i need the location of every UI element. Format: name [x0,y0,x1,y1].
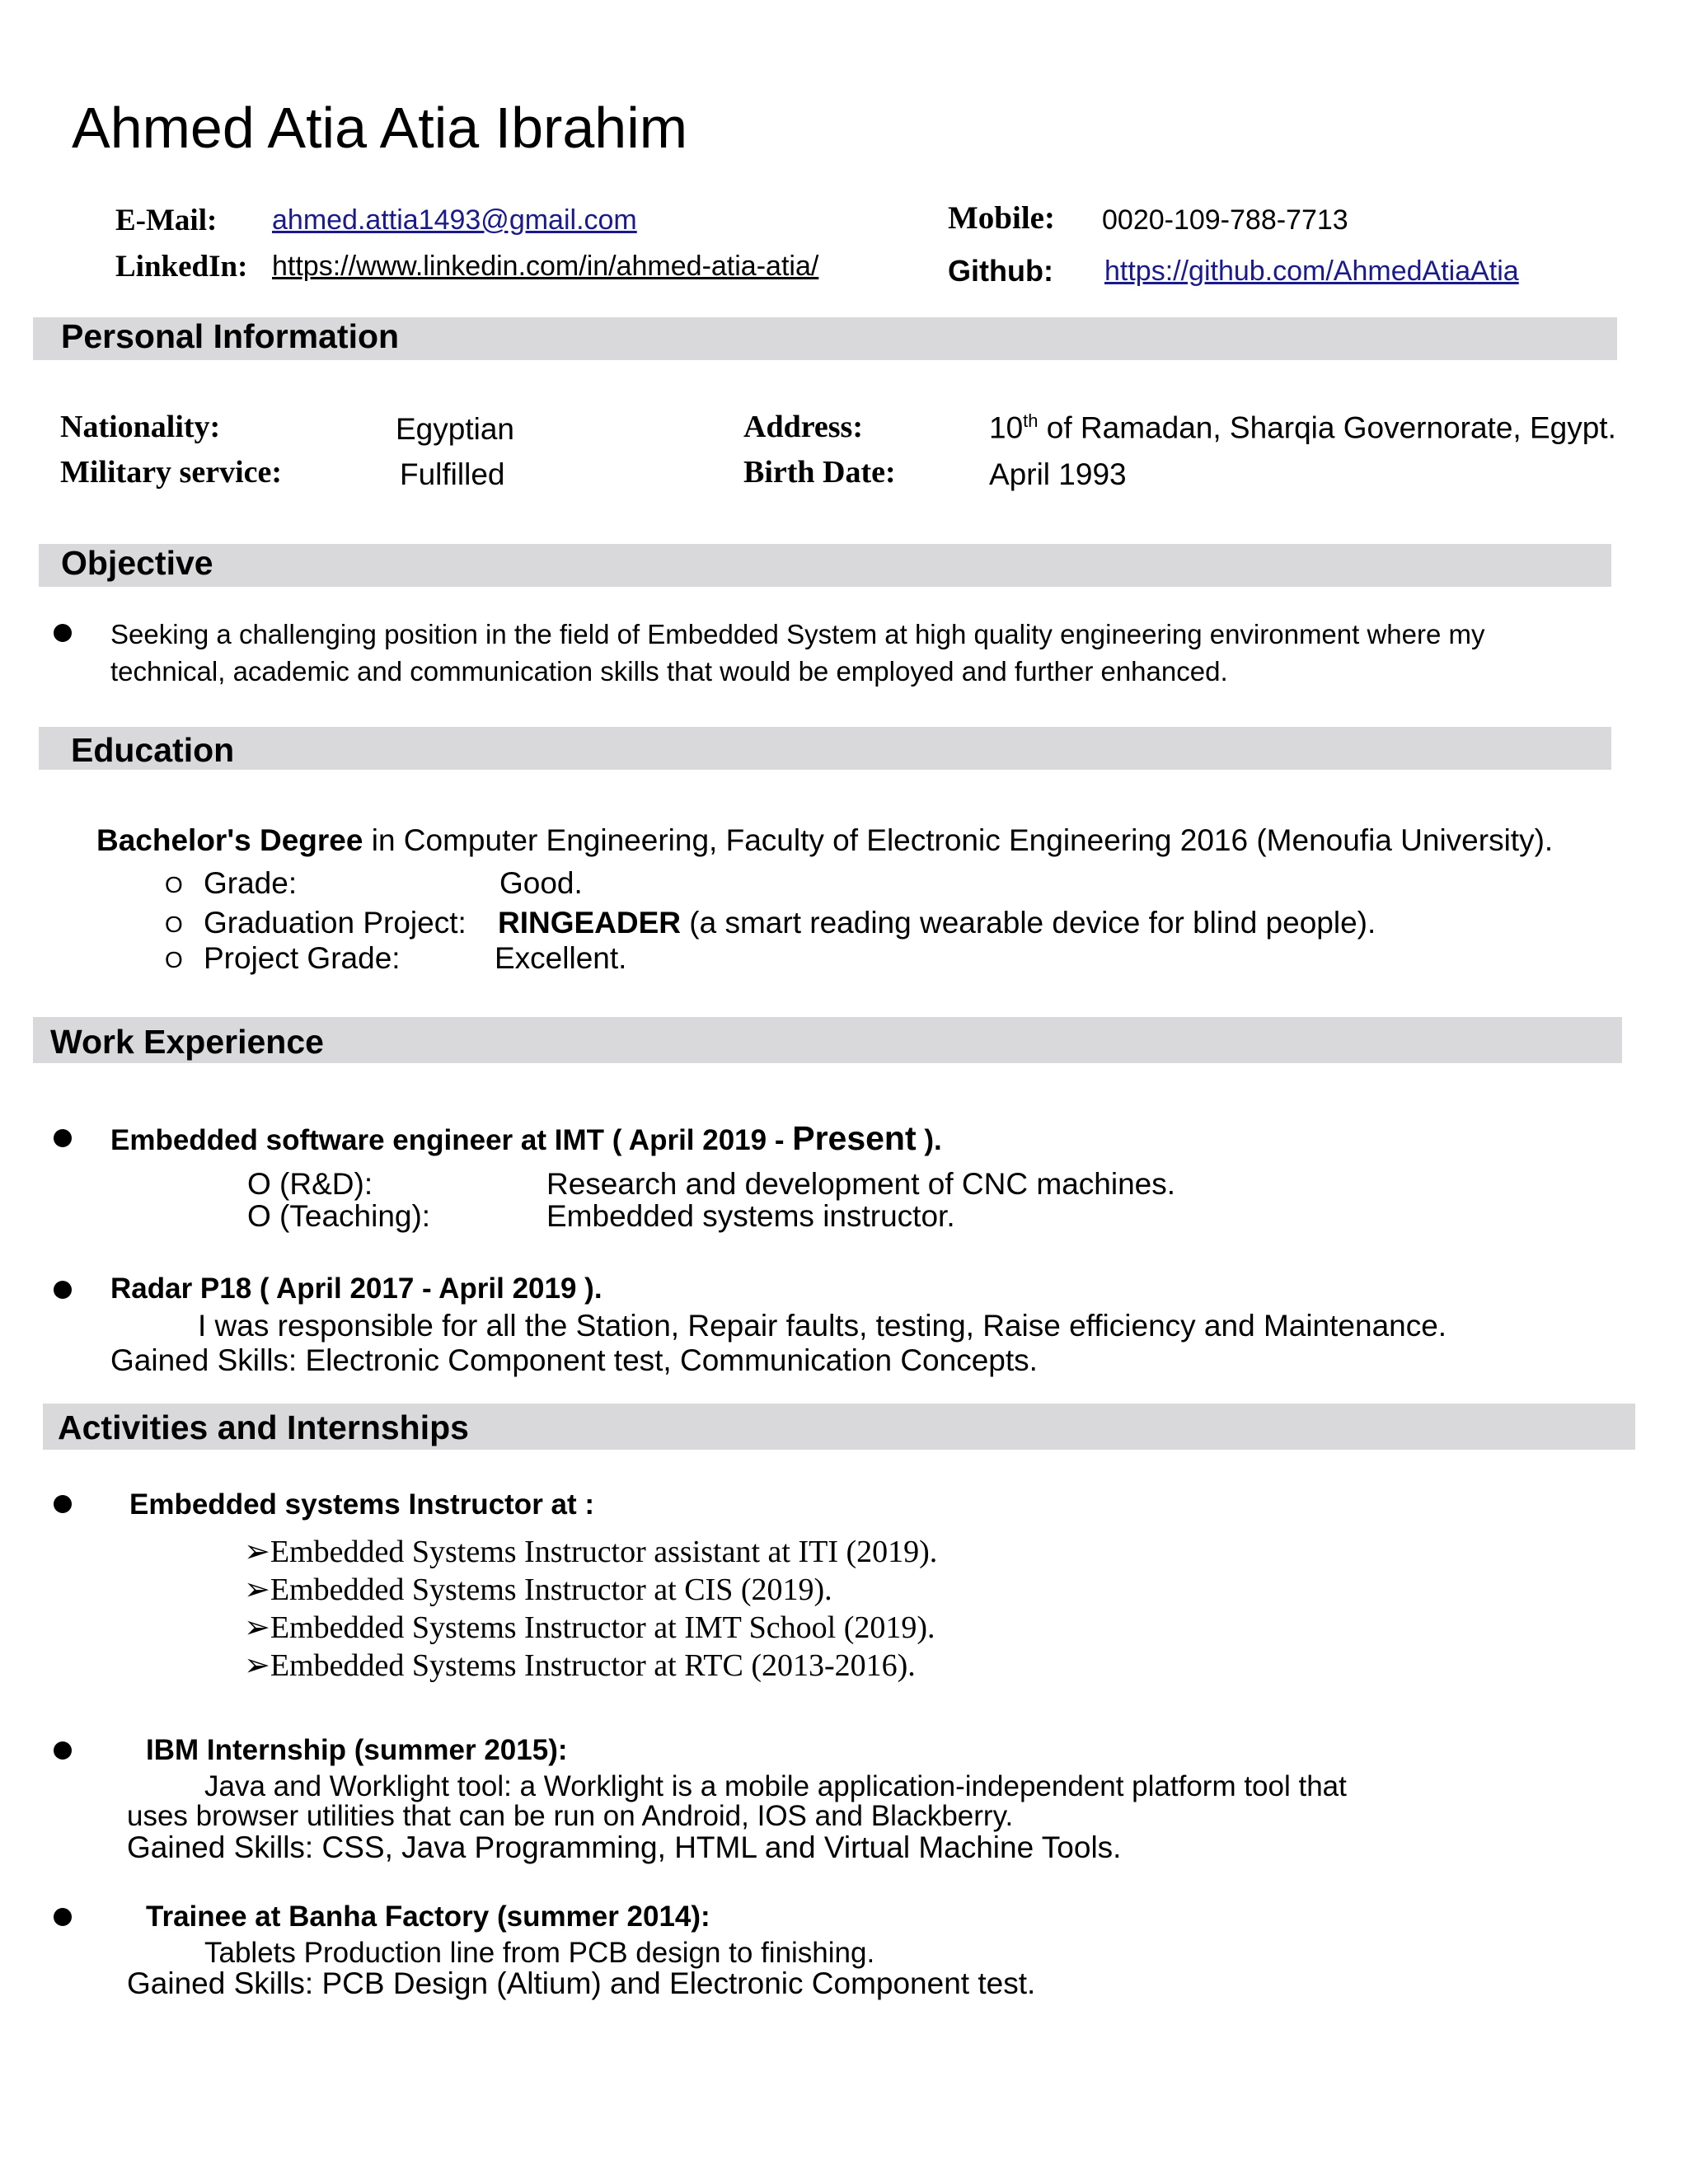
ibm-line-3: Gained Skills: CSS, Java Programming, HTML and Virtual Machine Tools. [127,1830,1122,1864]
email-label: E-Mail: [115,204,218,237]
job-1-rd-label: O (R&D): [247,1167,373,1201]
project-label: Graduation Project: [204,906,467,940]
section-bar-objective [39,544,1611,587]
linkedin-link[interactable]: https://www.linkedin.com/in/ahmed-atia-atia/ [272,251,819,282]
circle-bullet-icon: O [165,912,183,937]
degree-line: Bachelor's Degree in Computer Engineering, Faculty of Electronic Engineering 2016 (Menoufia University). [96,823,1554,857]
project-grade-value: Excellent. [495,941,627,975]
banha-line-1: Tablets Production line from PCB design to finishing. [204,1937,875,1969]
banha-line-2: Gained Skills: PCB Design (Altium) and Electronic Component test. [127,1966,1036,2000]
objective-line-1: Seeking a challenging position in the field of Embedded System at high quality engineering environment where my [110,619,1485,649]
arrow-bullet-icon: ➢ [244,1648,270,1683]
instructor-title: Embedded systems Instructor at : [129,1488,595,1521]
job-2-line-2: Gained Skills: Electronic Component test, Communication Concepts. [110,1343,1038,1377]
job-2-line-1: I was responsible for all the Station, Repair faults, testing, Raise efficiency and Maintenance. [198,1309,1447,1343]
mobile-label: Mobile: [948,200,1055,236]
section-title-objective: Objective [61,544,213,582]
instructor-item: ➢Embedded Systems Instructor at CIS (2019). [244,1572,832,1607]
nationality-value: Egyptian [396,412,514,446]
job-1-title: Embedded software engineer at IMT ( April 2019 - Present ). [110,1119,942,1157]
job-2-title: Radar P18 ( April 2017 - April 2019 ). [110,1272,603,1305]
arrow-bullet-icon: ➢ [244,1610,270,1645]
ibm-title: IBM Internship (summer 2015): [146,1734,568,1766]
nationality-label: Nationality: [60,410,221,444]
birth-date-value: April 1993 [989,457,1127,491]
circle-bullet-icon: O [165,872,183,898]
military-value: Fulfilled [400,457,505,491]
github-link[interactable]: https://github.com/AhmedAtiaAtia [1104,255,1519,287]
linkedin-label: LinkedIn: [115,250,248,284]
resume-name: Ahmed Atia Atia Ibrahim [72,96,688,160]
objective-line-2: technical, academic and communication skills that would be employed and further enhanced. [110,656,1228,687]
mobile-number: 0020-109-788-7713 [1102,204,1348,236]
section-title-personal: Personal Information [61,317,400,355]
ibm-line-1: Java and Worklight tool: a Worklight is a mobile application-independent platform tool that [204,1770,1347,1802]
bullet-icon [54,1495,72,1513]
address-value: 10th of Ramadan, Sharqia Governorate, Egypt. [989,410,1616,445]
section-bar-education [39,727,1611,770]
job-1-teaching-label: O (Teaching): [247,1199,431,1233]
address-label: Address: [743,410,863,444]
section-title-education: Education [71,731,235,769]
job-1-rd-value: Research and development of CNC machines. [546,1167,1175,1201]
bullet-icon [54,624,72,642]
grade-label: Grade: [204,866,298,900]
section-title-work: Work Experience [50,1023,324,1061]
bullet-icon [54,1281,72,1299]
instructor-item: ➢Embedded Systems Instructor at IMT School (2019). [244,1610,935,1645]
birth-date-label: Birth Date: [743,455,896,490]
section-title-activities: Activities and Internships [58,1408,469,1446]
email-link[interactable]: ahmed.attia1493@gmail.com [272,204,637,236]
instructor-item: ➢Embedded Systems Instructor assistant at ITI (2019). [244,1535,938,1569]
banha-title: Trainee at Banha Factory (summer 2014): [146,1900,710,1933]
arrow-bullet-icon: ➢ [244,1572,270,1607]
arrow-bullet-icon: ➢ [244,1535,270,1569]
grade-value: Good. [499,866,583,900]
project-grade-label: Project Grade: [204,941,401,975]
bullet-icon [54,1908,72,1926]
bullet-icon [54,1741,72,1760]
ibm-line-2: uses browser utilities that can be run on Android, IOS and Blackberry. [127,1800,1014,1832]
job-1-teaching-value: Embedded systems instructor. [546,1199,955,1233]
project-value: RINGEADER (a smart reading wearable device for blind people). [498,906,1376,940]
instructor-item: ➢Embedded Systems Instructor at RTC (2013-2016). [244,1648,916,1683]
bullet-icon [54,1129,72,1147]
circle-bullet-icon: O [165,947,183,972]
military-label: Military service: [60,455,283,490]
github-label: Github: [948,254,1053,288]
